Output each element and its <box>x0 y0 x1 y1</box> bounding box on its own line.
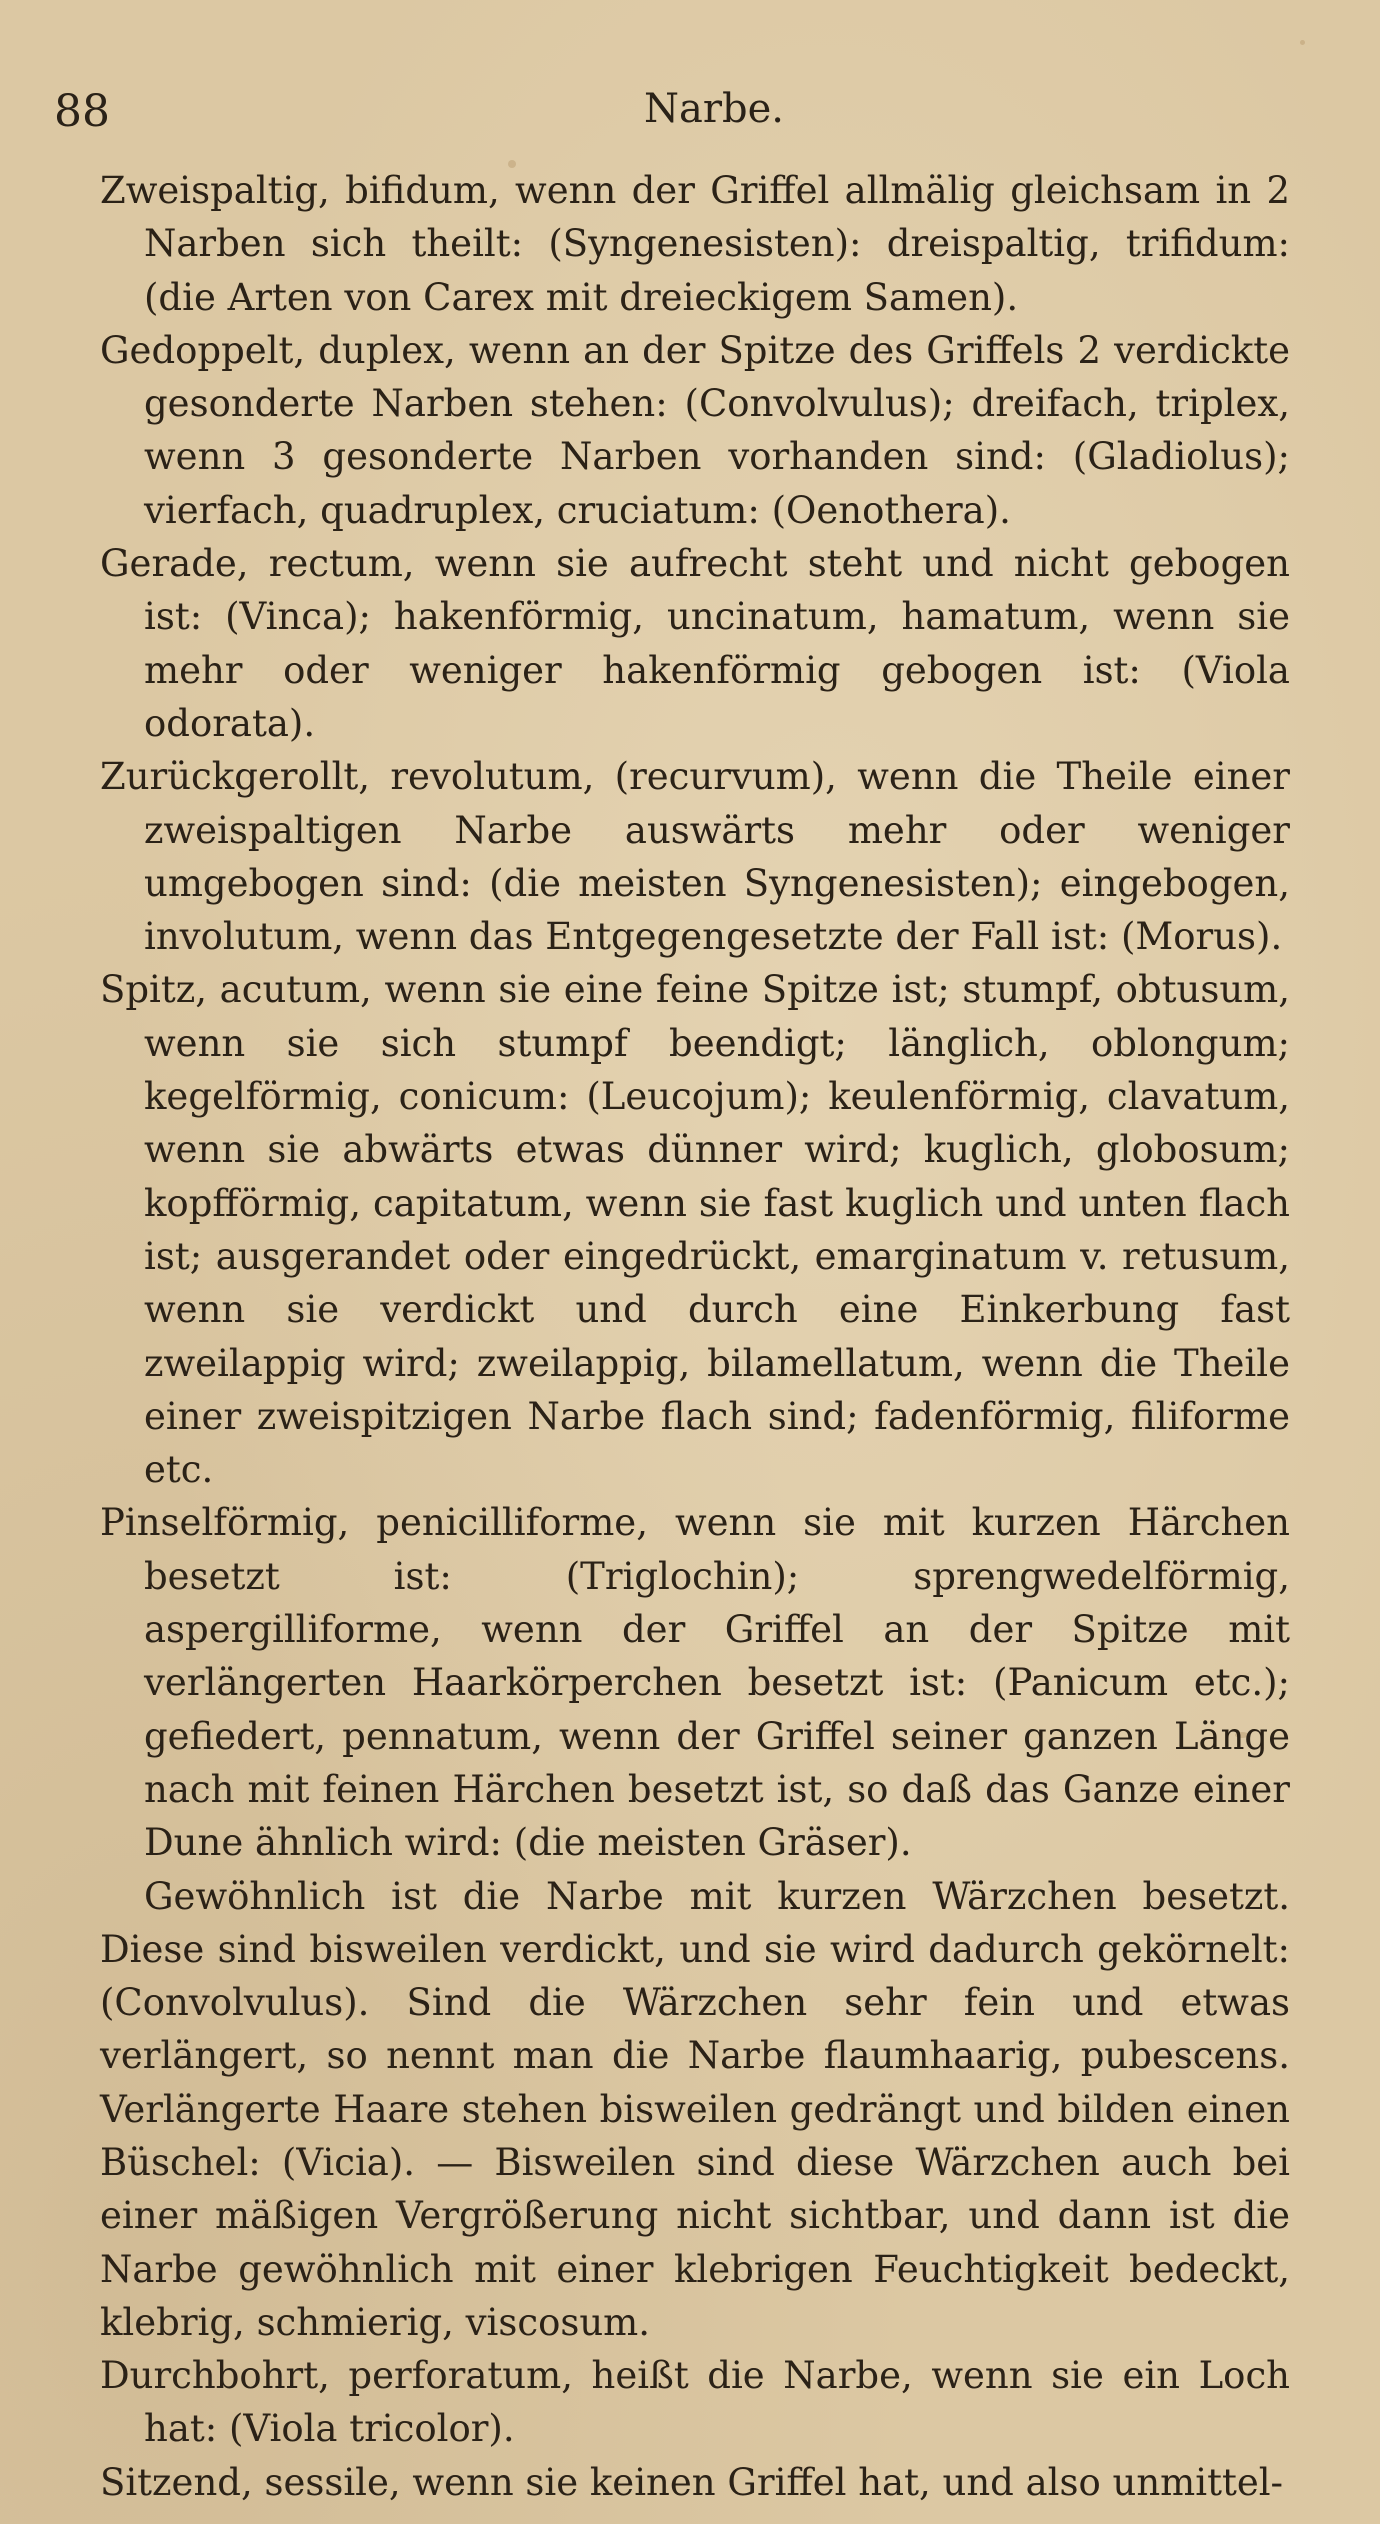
page-body <box>100 164 1290 2509</box>
paragraph-sitzend: Sitzend, sessile, wenn sie keinen Griffel hat, und also unmittel- <box>100 2460 1284 2504</box>
page-number: 88 <box>54 86 110 137</box>
paragraph-gerade: Gerade, rectum, wenn sie aufrecht steht und nicht gebogen ist: (Vinca); hakenförmig, uncinatum, hamatum, wenn sie mehr oder weniger hakenförmig gebogen ist: (Viola odorata). <box>100 542 1290 745</box>
paper-stain <box>1300 40 1305 45</box>
paragraph-zweispaltig: Zweispaltig, bifidum, wenn der Griffel allmälig gleichsam in 2 Narben sich theilt: (Syngenesisten): dreispaltig, trifidum: (die Arten von Carex mit dreieckigem Samen). <box>100 169 1290 319</box>
paragraph-gewoehnlich: Gewöhnlich ist die Narbe mit kurzen Wärzchen besetzt. Diese sind bisweilen verdickt, und sie wird dadurch gekörnelt: (Convolvulus). Sind die Wärzchen sehr fein und etwas verlängert, so nennt man die Narbe flaumhaarig, pubescens. Verlängerte Haare stehen bisweilen gedrängt und bilden einen Büschel: (Vicia). — Bisweilen sind diese Wärzchen auch bei einer mäßigen Vergrößerung nicht sichtbar, und dann ist die Narbe gewöhnlich mit einer klebrigen Feuchtigkeit bedeckt, klebrig, schmierig, viscosum. <box>100 1874 1290 2344</box>
paragraph-spitz: Spitz, acutum, wenn sie eine feine Spitze ist; stumpf, obtusum, wenn sie sich stumpf beendigt; länglich, oblongum; kegelförmig, conicum: (Leucojum); keulenförmig, clavatum, wenn sie abwärts etwas dünner wird; kuglich, globosum; kopfförmig, capitatum, wenn sie fast kuglich und unten flach ist; ausgerandet oder eingedrückt, emarginatum v. retusum, wenn sie verdickt und durch eine Einkerbung fast zweilappig wird; zweilappig, bilamellatum, wenn die Theile einer zweispitzigen Narbe flach sind; fadenförmig, filiforme etc. <box>100 968 1290 1492</box>
paragraph-pinselfoermig: Pinselförmig, penicilliforme, wenn sie mit kurzen Härchen besetzt ist: (Triglochin); sprengwedelförmig, aspergilliforme, wenn der Griffel an der Spitze mit verlängerten Haarkörperchen besetzt ist: (Panicum etc.); gefiedert, pennatum, wenn der Griffel seiner ganzen Länge nach mit feinen Härchen besetzt ist, so daß das Ganze einer Dune ähnlich wird: (die meisten Gräser). <box>100 1501 1290 1865</box>
running-head: Narbe. <box>644 86 784 132</box>
paragraph-gedoppelt: Gedoppelt, duplex, wenn an der Spitze des Griffels 2 verdickte gesonderte Narben stehen: (Convolvulus); dreifach, triplex, wenn 3 gesonderte Narben vorhanden sind: (Gladiolus); vierfach, quadruplex, cruciatum: (Oenothera). <box>100 328 1290 532</box>
paragraph-durchbohrt: Durchbohrt, perforatum, heißt die Narbe, wenn sie ein Loch hat: (Viola tricolor). <box>100 2354 1290 2451</box>
page-header <box>54 86 1334 146</box>
paragraph-zurueckgerollt: Zurückgerollt, revolutum, (recurvum), wenn die Theile einer zweispaltigen Narbe auswärts mehr oder weniger umgebogen sind: (die meisten Syngenesisten); eingebogen, involutum, wenn das Entgegengesetzte der Fall ist: (Morus). <box>100 755 1290 959</box>
